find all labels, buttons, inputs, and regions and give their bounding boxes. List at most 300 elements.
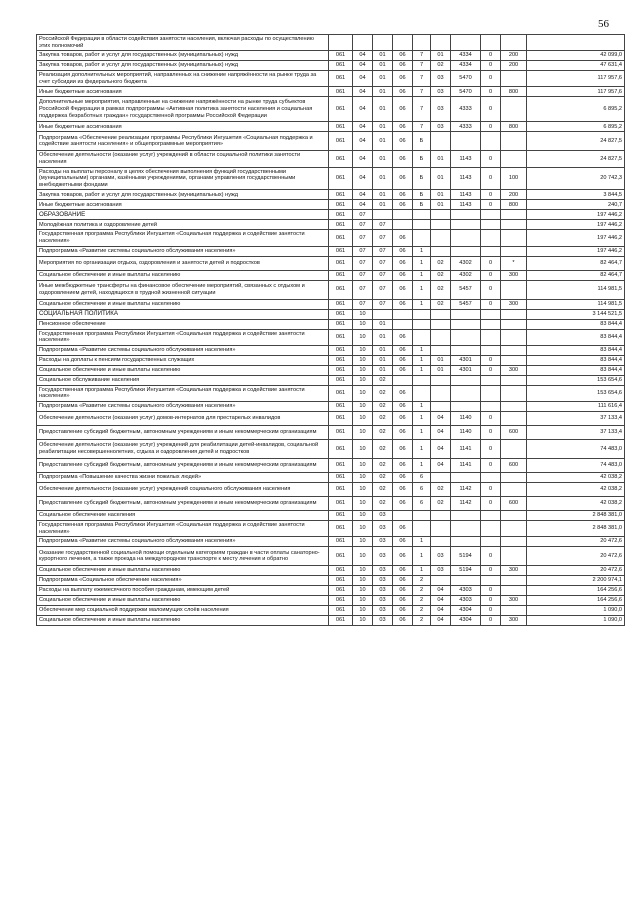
row-code-c6: 01 [431,151,451,167]
row-amount: 111 616,4 [527,401,625,411]
row-name: Иные бюджетные ассигнования [37,200,329,210]
row-name: Обеспечение мер социальной поддержки малоимущих слоёв населения [37,606,329,616]
row-code-c6: 02 [431,256,451,270]
row-code-c2: 10 [353,482,373,496]
row-code-c2: 10 [353,411,373,425]
row-code-c4: 06 [393,355,413,365]
row-code-c2: 10 [353,345,373,355]
row-code-c5: 7 [413,61,431,71]
row-code-c5: 1 [413,246,431,256]
row-code-c3: 03 [373,606,393,616]
row-code-c1: 061 [329,210,353,220]
row-name: Иные бюджетные ассигнования [37,122,329,132]
row-code-c8: 0 [481,151,501,167]
row-code-c4: 06 [393,345,413,355]
row-code-c1: 061 [329,329,353,345]
row-code-c7: 5457 [451,280,481,299]
row-code-c1: 061 [329,97,353,122]
table-row [37,97,625,122]
row-code-c7: 1143 [451,190,481,200]
row-code-c3: 01 [373,71,393,87]
row-code-c6: 01 [431,200,451,210]
row-code-c5: Б [413,167,431,190]
row-code-c7: 4304 [451,616,481,626]
row-code-c9 [501,375,527,385]
row-code-c9: 200 [501,51,527,61]
row-code-c2: 10 [353,401,373,411]
row-code-c3: 01 [373,122,393,132]
row-code-c8: 0 [481,606,501,616]
row-code-c1: 061 [329,510,353,520]
row-code-c7 [451,385,481,401]
row-amount: 74 483,0 [527,439,625,458]
row-code-c1: 061 [329,200,353,210]
row-code-c7 [451,510,481,520]
row-code-c1: 061 [329,299,353,309]
row-code-c9 [501,547,527,566]
row-name: Социальное обеспечение и иные выплаты населению [37,566,329,576]
row-code-c2: 10 [353,355,373,365]
row-code-c4: 06 [393,496,413,510]
row-code-c5: 1 [413,401,431,411]
row-code-c3: 03 [373,566,393,576]
row-code-c6: 01 [431,355,451,365]
row-code-c4 [393,35,413,51]
row-code-c8: 0 [481,482,501,496]
row-code-c3: 07 [373,246,393,256]
row-code-c9 [501,230,527,246]
table-row [37,576,625,586]
row-code-c5: Б [413,132,431,151]
table-row [37,547,625,566]
row-code-c1: 061 [329,220,353,230]
row-code-c7: 5457 [451,299,481,309]
row-amount: 42 099,0 [527,51,625,61]
row-code-c8: 0 [481,280,501,299]
row-amount: 74 483,0 [527,458,625,472]
row-code-c2: 10 [353,458,373,472]
row-code-c5 [413,35,431,51]
row-code-c2: 10 [353,606,373,616]
row-code-c5: 7 [413,71,431,87]
row-code-c1: 061 [329,537,353,547]
row-code-c2: 07 [353,270,373,280]
row-code-c2: 04 [353,132,373,151]
row-amount: 2 848 381,0 [527,510,625,520]
row-code-c7: 4304 [451,606,481,616]
row-code-c2: 10 [353,510,373,520]
row-code-c7: 4333 [451,122,481,132]
row-code-c6 [431,319,451,329]
row-code-c3: 02 [373,482,393,496]
row-code-c5: 6 [413,482,431,496]
row-code-c1: 061 [329,61,353,71]
row-code-c4: 06 [393,71,413,87]
table-row [37,510,625,520]
row-code-c6: 03 [431,97,451,122]
row-code-c5 [413,510,431,520]
row-code-c6: 03 [431,87,451,97]
row-code-c4: 06 [393,280,413,299]
row-code-c6 [431,537,451,547]
row-amount: 47 631,4 [527,61,625,71]
row-code-c1: 061 [329,365,353,375]
row-name: Государственная программа Республики Ингушетия «Социальная поддержка и содействие занятости населения» [37,520,329,536]
row-code-c5: Б [413,200,431,210]
row-code-c5: 1 [413,411,431,425]
row-code-c8 [481,345,501,355]
row-code-c3 [373,35,393,51]
row-code-c1: 061 [329,375,353,385]
row-code-c3: 01 [373,97,393,122]
row-code-c7: 1142 [451,482,481,496]
row-code-c4: 06 [393,299,413,309]
row-amount: 37 133,4 [527,411,625,425]
row-code-c6 [431,309,451,319]
row-code-c8 [481,220,501,230]
row-code-c7: 5194 [451,547,481,566]
row-code-c1: 061 [329,319,353,329]
row-code-c2: 07 [353,299,373,309]
row-code-c7 [451,520,481,536]
row-name: Подпрограмма «Развитие системы социального обслуживания населения» [37,401,329,411]
table-row [37,61,625,71]
row-code-c4: 06 [393,411,413,425]
row-code-c2: 10 [353,439,373,458]
row-code-c6 [431,35,451,51]
row-amount: 6 895,2 [527,97,625,122]
row-code-c3: 01 [373,190,393,200]
row-name: Социальное обеспечение и иные выплаты населению [37,365,329,375]
row-code-c3: 02 [373,411,393,425]
row-code-c7: 5470 [451,71,481,87]
row-code-c3: 07 [373,299,393,309]
row-amount: 240,7 [527,200,625,210]
row-code-c7 [451,401,481,411]
row-code-c8 [481,35,501,51]
row-code-c8: 0 [481,458,501,472]
row-code-c7: 4301 [451,355,481,365]
row-name: Расходы на доплаты к пенсиям государственных служащих [37,355,329,365]
row-code-c5: 1 [413,270,431,280]
table-row [37,151,625,167]
row-code-c2: 10 [353,365,373,375]
row-code-c1: 061 [329,547,353,566]
row-code-c8 [481,385,501,401]
row-code-c3: 07 [373,220,393,230]
row-code-c3: 01 [373,355,393,365]
row-code-c1: 061 [329,71,353,87]
row-code-c8: 0 [481,365,501,375]
row-code-c1: 061 [329,345,353,355]
row-code-c6 [431,375,451,385]
page-number: 56 [598,18,609,30]
row-code-c5: 1 [413,425,431,439]
row-amount: 164 256,6 [527,586,625,596]
row-code-c1: 061 [329,190,353,200]
row-name: Социальное обеспечение и иные выплаты населению [37,299,329,309]
row-code-c7: 4301 [451,365,481,375]
row-code-c8: 0 [481,87,501,97]
row-code-c7 [451,246,481,256]
row-name: Социальное обслуживание населения [37,375,329,385]
row-code-c9 [501,385,527,401]
row-code-c5: 1 [413,299,431,309]
row-code-c6: 04 [431,596,451,606]
row-code-c5 [413,210,431,220]
table-row [37,375,625,385]
row-code-c8: 0 [481,496,501,510]
row-code-c2: 10 [353,616,373,626]
row-code-c3: 01 [373,87,393,97]
row-code-c4: 06 [393,606,413,616]
row-amount: 197 446,2 [527,230,625,246]
row-code-c2: 10 [353,586,373,596]
table-row [37,256,625,270]
row-code-c1: 061 [329,576,353,586]
row-name: Государственная программа Республики Ингушетия «Социальная поддержка и содействие занятости населения» [37,329,329,345]
row-code-c8: 0 [481,566,501,576]
row-code-c4: 06 [393,256,413,270]
row-code-c2: 07 [353,256,373,270]
row-code-c9: 600 [501,496,527,510]
row-code-c4: 06 [393,329,413,345]
row-amount: 83 844,4 [527,319,625,329]
row-code-c3: 01 [373,345,393,355]
row-name: Предоставление субсидий бюджетным, автономным учреждениям и иным некоммерческим организациям [37,496,329,510]
row-amount: 2 848 381,0 [527,520,625,536]
row-code-c3: 07 [373,270,393,280]
row-code-c3: 01 [373,365,393,375]
row-amount: 24 827,5 [527,132,625,151]
row-code-c2: 10 [353,425,373,439]
row-code-c6 [431,576,451,586]
row-code-c5: 1 [413,345,431,355]
row-code-c2: 04 [353,200,373,210]
table-row [37,482,625,496]
row-code-c9 [501,132,527,151]
row-code-c3: 03 [373,547,393,566]
row-code-c7 [451,220,481,230]
row-code-c5: 1 [413,458,431,472]
row-code-c5 [413,329,431,345]
row-code-c7: 4303 [451,596,481,606]
row-code-c9: 600 [501,458,527,472]
row-code-c2: 10 [353,537,373,547]
row-code-c2: 04 [353,87,373,97]
row-code-c5 [413,375,431,385]
row-name: Социальное обеспечение и иные выплаты населению [37,596,329,606]
row-name: ОБРАЗОВАНИЕ [37,210,329,220]
table-row [37,537,625,547]
row-code-c9: 800 [501,122,527,132]
table-row [37,365,625,375]
row-code-c6: 01 [431,51,451,61]
row-code-c9: 800 [501,87,527,97]
table-row [37,411,625,425]
row-code-c8: 0 [481,616,501,626]
row-amount: 114 981,5 [527,280,625,299]
row-code-c1: 061 [329,458,353,472]
table-row [37,167,625,190]
row-code-c7: 1143 [451,200,481,210]
row-code-c6 [431,401,451,411]
row-code-c7: 1143 [451,151,481,167]
row-code-c2: 10 [353,309,373,319]
row-amount: 3 844,5 [527,190,625,200]
row-code-c5: 1 [413,365,431,375]
row-code-c6: 02 [431,496,451,510]
table-row [37,210,625,220]
row-name: Дополнительные мероприятия, направленные на снижение напряжённости на рынке труда субъектов Российской Федерации в рамках подпрограммы «Активная политика занятости населения и социальная поддержка безработных граждан» государственной программы Российской Федерации [37,97,329,122]
row-code-c4: 06 [393,167,413,190]
table-row [37,385,625,401]
table-row [37,132,625,151]
row-code-c9 [501,329,527,345]
row-code-c8 [481,375,501,385]
row-code-c6: 03 [431,122,451,132]
row-amount: 164 256,6 [527,596,625,606]
table-row [37,329,625,345]
row-code-c3: 01 [373,51,393,61]
row-name: Закупка товаров, работ и услуг для государственных (муниципальных) нужд [37,51,329,61]
row-code-c7: 1141 [451,458,481,472]
row-code-c6: 04 [431,458,451,472]
row-code-c4: 06 [393,190,413,200]
row-code-c5 [413,220,431,230]
row-code-c1: 061 [329,151,353,167]
row-code-c9 [501,220,527,230]
row-code-c5: 1 [413,355,431,365]
row-code-c1: 061 [329,520,353,536]
row-code-c6: 03 [431,71,451,87]
row-name: Расходы на выплату ежемесячного пособия гражданам, имеющим детей [37,586,329,596]
row-code-c1: 061 [329,411,353,425]
row-amount: 42 038,2 [527,482,625,496]
row-code-c7: 4334 [451,61,481,71]
row-code-c1: 061 [329,566,353,576]
table-row [37,596,625,606]
row-code-c5 [413,319,431,329]
row-code-c5: 2 [413,616,431,626]
row-code-c2: 04 [353,122,373,132]
row-name: Подпрограмма «Социальное обеспечение населения» [37,576,329,586]
row-code-c4: 06 [393,547,413,566]
row-code-c6: 03 [431,547,451,566]
row-code-c2: 04 [353,51,373,61]
row-code-c6: 03 [431,566,451,576]
row-code-c4 [393,210,413,220]
row-code-c9: 800 [501,200,527,210]
row-name: Реализация дополнительных мероприятий, направленных на снижение напряжённости на рынке труда за счет субсидии из федерального бюджета [37,71,329,87]
row-code-c8 [481,576,501,586]
row-code-c8: 0 [481,97,501,122]
row-amount: 197 446,2 [527,246,625,256]
row-code-c6 [431,230,451,246]
row-code-c2: 04 [353,97,373,122]
row-code-c9: 300 [501,616,527,626]
row-code-c1: 061 [329,230,353,246]
row-code-c2: 10 [353,596,373,606]
row-code-c4: 06 [393,365,413,375]
table-row [37,355,625,365]
row-name: Государственная программа Республики Ингушетия «Социальная поддержка и содействие занятости населения» [37,230,329,246]
row-code-c1: 061 [329,425,353,439]
row-amount: 117 957,6 [527,87,625,97]
row-code-c9 [501,319,527,329]
table-row [37,319,625,329]
row-code-c4: 06 [393,97,413,122]
row-code-c2: 04 [353,71,373,87]
row-code-c6: 02 [431,299,451,309]
row-code-c5: 2 [413,586,431,596]
row-code-c1: 061 [329,122,353,132]
row-code-c5: 1 [413,537,431,547]
row-code-c1: 061 [329,439,353,458]
row-code-c7: 1140 [451,411,481,425]
row-code-c7: 4302 [451,270,481,280]
row-code-c4: 06 [393,385,413,401]
row-code-c8: 0 [481,425,501,439]
row-code-c9: 300 [501,270,527,280]
table-row [37,345,625,355]
table-row [37,472,625,482]
row-code-c1: 061 [329,280,353,299]
table-row [37,616,625,626]
row-code-c4: 06 [393,576,413,586]
row-name: Обеспечение деятельности (оказания услуг) домов-интернатов для престарелых инвалидов [37,411,329,425]
row-code-c9 [501,345,527,355]
row-code-c4: 06 [393,439,413,458]
row-code-c1: 061 [329,606,353,616]
row-code-c7: 4303 [451,586,481,596]
row-code-c9 [501,246,527,256]
row-code-c2: 10 [353,547,373,566]
row-amount: 20 472,6 [527,537,625,547]
row-code-c3 [373,210,393,220]
row-code-c6: 01 [431,190,451,200]
row-code-c3: 01 [373,167,393,190]
row-code-c3: 07 [373,280,393,299]
row-code-c1: 061 [329,309,353,319]
row-code-c4: 06 [393,200,413,210]
row-code-c4: 06 [393,51,413,61]
row-code-c3: 01 [373,61,393,71]
row-code-c6: 02 [431,280,451,299]
table-row [37,566,625,576]
table-row [37,401,625,411]
row-code-c1: 061 [329,87,353,97]
row-code-c2: 10 [353,375,373,385]
row-code-c9 [501,151,527,167]
row-code-c4 [393,220,413,230]
table-row [37,122,625,132]
row-code-c8: 0 [481,355,501,365]
row-code-c4: 06 [393,472,413,482]
row-name: СОЦИАЛЬНАЯ ПОЛИТИКА [37,309,329,319]
table-row [37,87,625,97]
row-code-c6 [431,132,451,151]
row-amount: 83 844,4 [527,355,625,365]
row-code-c2: 04 [353,61,373,71]
row-code-c9: 100 [501,167,527,190]
row-code-c9 [501,482,527,496]
row-code-c8: 0 [481,61,501,71]
row-code-c6 [431,510,451,520]
table-row [37,270,625,280]
row-code-c7: 1140 [451,425,481,439]
row-code-c4: 06 [393,246,413,256]
